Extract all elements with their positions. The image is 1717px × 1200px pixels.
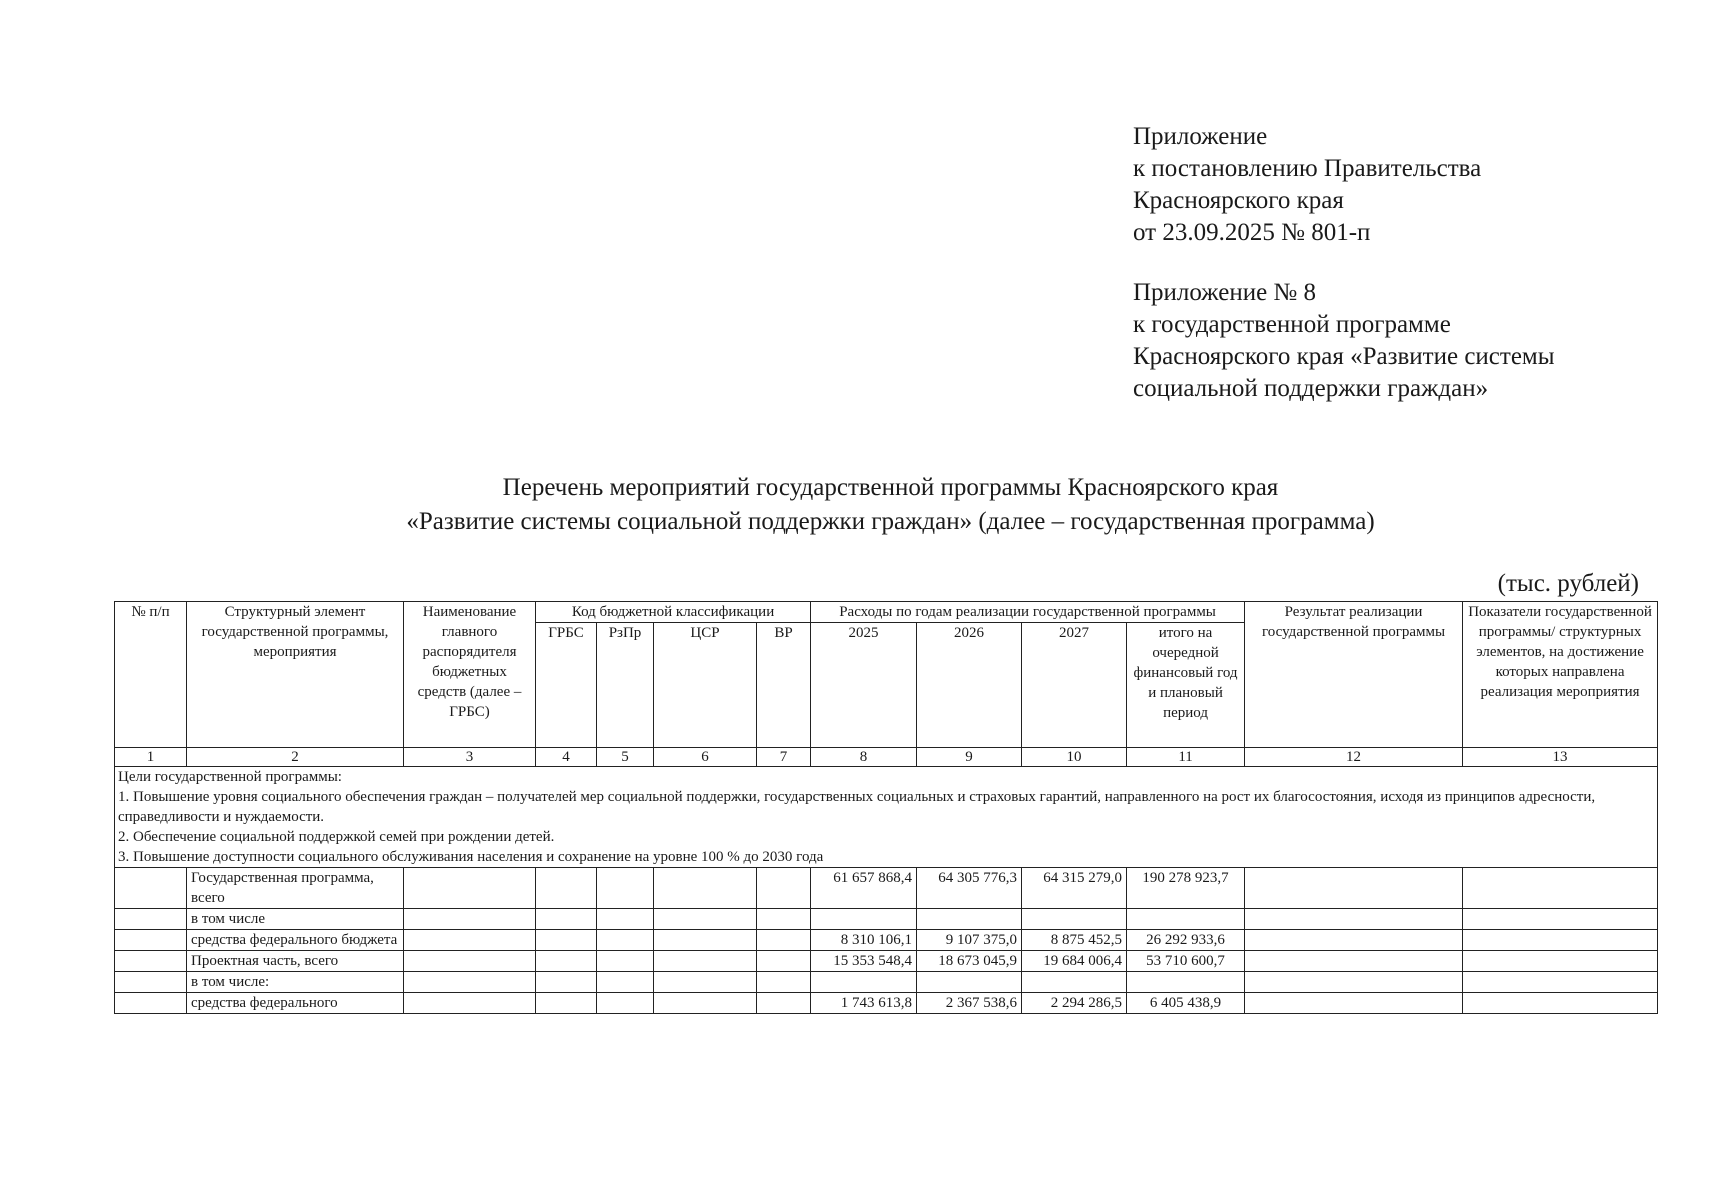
row-name: Государственная программа, всего: [187, 868, 404, 909]
header-total: итого на очередной финансовый год и плановый период: [1127, 623, 1245, 748]
header-budget-code: Код бюджетной классификации: [536, 602, 811, 623]
goals-heading: Цели государственной программы:: [118, 769, 342, 785]
column-number: 4: [536, 748, 597, 767]
cell-2025: 1 743 613,8: [811, 993, 917, 1014]
appendix-block-program: [1133, 277, 1555, 405]
appendix-line: социальной поддержки граждан»: [1133, 375, 1489, 402]
appendix-line: к государственной программе: [1133, 311, 1451, 338]
header-result: Результат реализации государственной программы: [1245, 602, 1463, 748]
cell-2027: [1022, 972, 1127, 993]
goal-item: 2. Обеспечение социальной поддержкой семей при рождении детей.: [118, 829, 555, 845]
row-name: в том числе: [187, 909, 404, 930]
column-number: 2: [187, 748, 404, 767]
appendix-line: Приложение № 8: [1133, 279, 1317, 306]
cell-total: 6 405 438,9: [1127, 993, 1245, 1014]
column-number: 11: [1127, 748, 1245, 767]
header-rzpr: РзПр: [597, 623, 654, 748]
cell-total: 190 278 923,7: [1127, 868, 1245, 909]
header-grbs-name: Наименование главного распорядителя бюджетных средств (далее – ГРБС): [404, 602, 536, 748]
cell-2027: 8 875 452,5: [1022, 930, 1127, 951]
cell-2027: 19 684 006,4: [1022, 951, 1127, 972]
column-number: 10: [1022, 748, 1127, 767]
header-year-2027: 2027: [1022, 623, 1127, 748]
cell-2027: [1022, 909, 1127, 930]
column-number: 13: [1463, 748, 1658, 767]
cell-2026: 9 107 375,0: [917, 930, 1022, 951]
cell-2026: [917, 909, 1022, 930]
cell-2026: 18 673 045,9: [917, 951, 1022, 972]
appendix-line: Красноярского края: [1133, 187, 1344, 214]
goal-item: 3. Повышение доступности социального обслуживания населения и сохранение на уровне 100 % до 2030 года: [118, 849, 824, 865]
goals-row: [115, 767, 1658, 868]
title-line-1: Перечень мероприятий государственной программы Красноярского края: [502, 474, 1279, 501]
row-name: средства федерального: [187, 993, 404, 1014]
header-expenses: Расходы по годам реализации государственной программы: [811, 602, 1245, 623]
header-element: Структурный элемент государственной программы, мероприятия: [187, 602, 404, 748]
appendix-block-resolution: [1133, 121, 1481, 249]
header-vr: ВР: [757, 623, 811, 748]
cell-2025: [811, 909, 917, 930]
cell-2025: 8 310 106,1: [811, 930, 917, 951]
column-number-row: [115, 748, 1658, 767]
cell-2026: 2 367 538,6: [917, 993, 1022, 1014]
column-number: 3: [404, 748, 536, 767]
header-num: № п/п: [115, 602, 187, 748]
row-name: Проектная часть, всего: [187, 951, 404, 972]
header-year-2025: 2025: [811, 623, 917, 748]
cell-2025: [811, 972, 917, 993]
header-indicators: Показатели государственной программы/ структурных элементов, на достижение которых направлена реализация мероприятия: [1463, 602, 1658, 748]
header-year-2026: 2026: [917, 623, 1022, 748]
cell-2026: 64 305 776,3: [917, 868, 1022, 909]
column-number: 12: [1245, 748, 1463, 767]
goal-item: 1. Повышение уровня социального обеспечения граждан – получателей мер социальной поддержки, государственных социальных и страховых гарантий, направленного на рост их благосостояния, исходя из принципов адресности, справедливости и нуждаемости.: [118, 789, 1596, 825]
row-name: средства федерального бюджета: [187, 930, 404, 951]
column-number: 9: [917, 748, 1022, 767]
cell-total: 26 292 933,6: [1127, 930, 1245, 951]
goals-cell: [115, 767, 1658, 868]
column-number: 6: [654, 748, 757, 767]
title-line-2: «Развитие системы социальной поддержки граждан» (далее – государственная программа): [406, 508, 1375, 535]
table-row: [115, 868, 1658, 909]
appendix-line: от 23.09.2025 № 801-п: [1133, 219, 1371, 246]
document-title: [0, 471, 1717, 539]
table-row: [115, 972, 1658, 993]
appendix-line: Красноярского края «Развитие системы: [1133, 343, 1555, 370]
header-csr: ЦСР: [654, 623, 757, 748]
cell-2025: 61 657 868,4: [811, 868, 917, 909]
column-number: 1: [115, 748, 187, 767]
table-row: [115, 993, 1658, 1014]
cell-total: 53 710 600,7: [1127, 951, 1245, 972]
cell-2026: [917, 972, 1022, 993]
column-number: 7: [757, 748, 811, 767]
measures-table: [114, 601, 1658, 1014]
appendix-line: Приложение: [1133, 123, 1268, 150]
table-row: [115, 951, 1658, 972]
appendix-line: к постановлению Правительства: [1133, 155, 1482, 182]
column-number: 5: [597, 748, 654, 767]
header-row-1: [115, 602, 1658, 623]
column-number: 8: [811, 748, 917, 767]
table-row: [115, 909, 1658, 930]
unit-label: (тыс. рублей): [1497, 570, 1639, 597]
cell-total: [1127, 909, 1245, 930]
cell-2027: 64 315 279,0: [1022, 868, 1127, 909]
row-name: в том числе:: [187, 972, 404, 993]
table-row: [115, 930, 1658, 951]
cell-2027: 2 294 286,5: [1022, 993, 1127, 1014]
header-grbs: ГРБС: [536, 623, 597, 748]
cell-2025: 15 353 548,4: [811, 951, 917, 972]
cell-total: [1127, 972, 1245, 993]
